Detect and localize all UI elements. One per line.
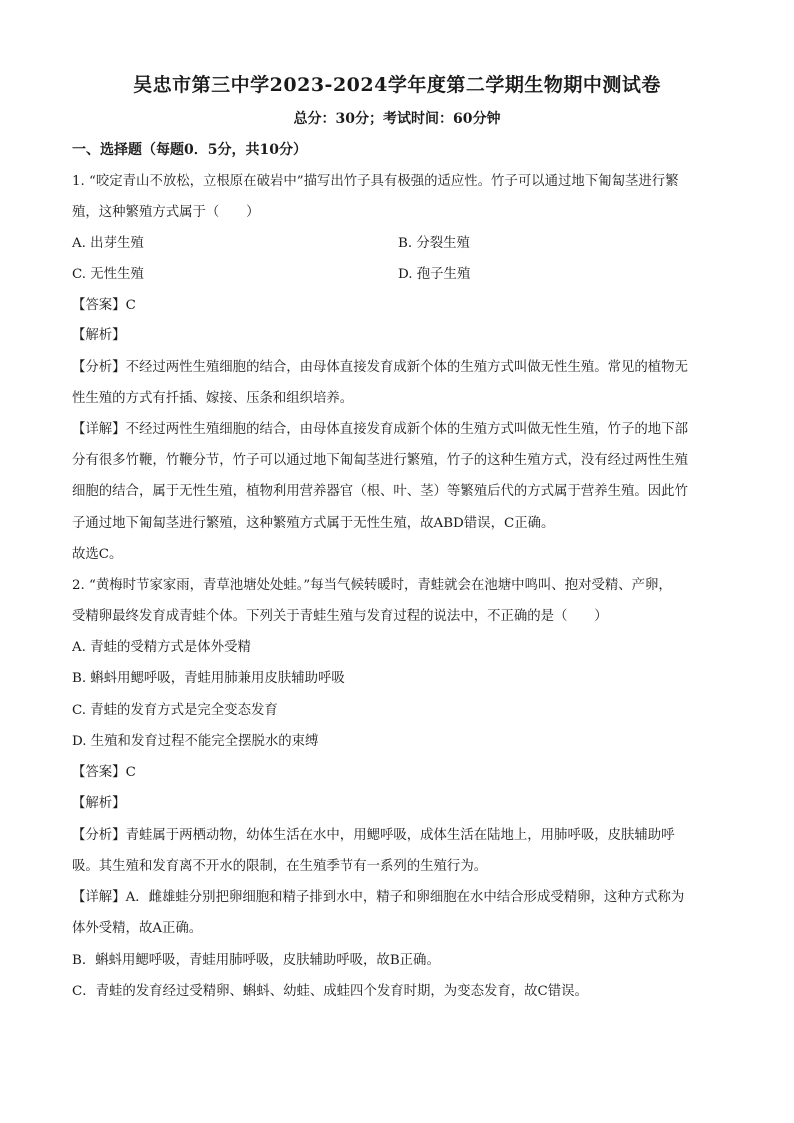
q1-option-a: A. 出芽生殖	[72, 236, 144, 251]
xiangjie-text: 不经过两性生殖细胞的结合，由母体直接发育成新个体的生殖方式叫做无性生殖，竹子的地下部	[125, 422, 688, 437]
fenxi-tag: 【分析】	[72, 360, 126, 375]
q1-answer	[72, 296, 724, 316]
q1-xiangjie-line1	[72, 420, 724, 440]
q2-stem-line2: 受精卵最终发育成青蛙个体。下列关于青蛙生殖与发育过程的说法中，不正确的是（ ）	[72, 609, 608, 624]
xiangjie-text: A．雌雄蛙分别把卵细胞和精子排到水中，精子和卵细胞在水中结合形成受精卵，这种方式称为	[125, 890, 685, 905]
q2-line-b: B．蝌蚪用鳃呼吸，青蛙用肺呼吸，皮肤辅助呼吸，故B正确。	[72, 953, 440, 968]
q2-fenxi-line2: 吸。其生殖和发育离不开水的限制，在生殖季节有一系列的生殖行为。	[72, 859, 488, 874]
q1-fenxi-line1	[72, 358, 724, 378]
q1-fenxi-line2: 性生殖的方式有扦插、嫁接、压条和组织培养。	[72, 391, 354, 406]
q2-option-a: A. 青蛙的受精方式是体外受精	[72, 640, 251, 655]
q2-option-d: D. 生殖和发育过程不能完全摆脱水的束缚	[72, 734, 319, 749]
page-subtitle: 总分：30分；考试时间：60分钟	[293, 111, 501, 127]
q1-option-c: C. 无性生殖	[72, 267, 144, 282]
page-title: 吴忠市第三中学2023-2024学年度第二学期生物期中测试卷	[133, 74, 661, 96]
xiangjie-tag: 【详解】	[72, 890, 126, 905]
q2-line-c: C．青蛙的发育经过受精卵、蝌蚪、幼蛙、成蛙四个发育时期，为变态发育，故C错误。	[72, 984, 588, 999]
q1-option-d: D. 孢子生殖	[398, 267, 471, 282]
q2-xiangjie-line1	[72, 888, 724, 908]
q1-stem-line1: 1. “咬定青山不放松，立根原在破岩中”描写出竹子具有极强的适应性。竹子可以通过地下匍匐茎进行繁	[72, 174, 679, 189]
q2-fenxi-line1	[72, 826, 724, 846]
q1-xiangjie-line2: 分有很多竹鞭，竹鞭分节，竹子可以通过地下匍匐茎进行繁殖，竹子的这种生殖方式，没有经过两性生殖	[72, 453, 688, 468]
q2-stem-line1: 2. “黄梅时节家家雨，青草池塘处处蛙。”每当气候转暖时，青蛙就会在池塘中鸣叫、抱对受精、产卵，	[72, 578, 672, 593]
q1-option-b: B. 分裂生殖	[398, 236, 470, 251]
answer-value: C	[125, 298, 136, 313]
answer-tag: 【答案】	[72, 765, 126, 780]
q2-option-c: C. 青蛙的发育方式是完全变态发育	[72, 703, 278, 718]
section-heading: 一、选择题（每题0．5分，共10分）	[72, 142, 307, 158]
q1-xiangjie-line4: 子通过地下匍匐茎进行繁殖，这种繁殖方式属于无性生殖，故ABD错误，C正确。	[72, 516, 555, 531]
q1-conclusion: 故选C。	[72, 547, 123, 562]
answer-value: C	[125, 765, 136, 780]
xiangjie-tag: 【详解】	[72, 422, 126, 437]
q2-xiangjie-line2: 体外受精，故A正确。	[72, 921, 203, 936]
fenxi-tag: 【分析】	[72, 828, 126, 843]
q2-option-b: B. 蝌蚪用鳃呼吸，青蛙用肺兼用皮肤辅助呼吸	[72, 671, 345, 686]
q1-xiangjie-line3: 细胞的结合，属于无性生殖，植物利用营养器官（根、叶、茎）等繁殖后代的方式属于营养生殖。因此竹	[72, 484, 688, 499]
fenxi-text: 不经过两性生殖细胞的结合，由母体直接发育成新个体的生殖方式叫做无性生殖。常见的植物无	[125, 360, 688, 375]
q1-stem-line2: 殖，这种繁殖方式属于（ ）	[72, 205, 260, 220]
q2-analysis-tag: 【解析】	[72, 796, 126, 811]
q2-answer	[72, 763, 724, 783]
q1-analysis-tag: 【解析】	[72, 328, 126, 343]
answer-tag: 【答案】	[72, 298, 126, 313]
fenxi-text: 青蛙属于两栖动物，幼体生活在水中，用鳃呼吸，成体生活在陆地上，用肺呼吸，皮肤辅助呼	[125, 828, 675, 843]
